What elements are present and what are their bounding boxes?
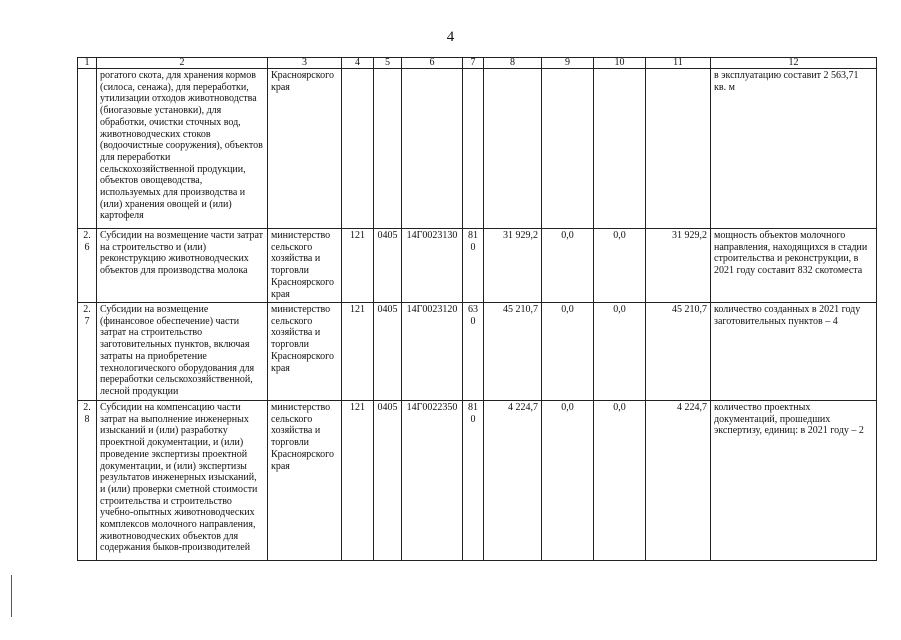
col-header-4: 4 (342, 58, 374, 69)
row-number: 2.7 (78, 303, 97, 401)
executor: министерство сельского хозяйства и торговли Красноярского края (268, 229, 342, 303)
budget-table (77, 57, 877, 561)
cell-col8: 31 929,2 (484, 229, 542, 303)
cell-col9: 0,0 (542, 401, 594, 561)
table-row (78, 229, 877, 303)
col-header-10: 10 (594, 58, 646, 69)
cell-col8: 45 210,7 (484, 303, 542, 401)
expected-result: количество созданных в 2021 году заготовительных пунктов – 4 (711, 303, 877, 401)
row-number: 2.8 (78, 401, 97, 561)
cell-col11: 31 929,2 (646, 229, 711, 303)
cell-col10: 0,0 (594, 229, 646, 303)
cell-col6 (402, 69, 463, 229)
cell-col8: 4 224,7 (484, 401, 542, 561)
cell-col9 (542, 69, 594, 229)
row-number (78, 69, 97, 229)
scan-margin-line (11, 575, 12, 617)
col-header-2: 2 (97, 58, 268, 69)
measure-name: рогатого скота, для хранения кормов (силоса, сенажа), для переработки, утилизации отходов животноводства (биогазовые установки), для обработки, очистки сточных вод, животноводческих стоков (водоочистные сооружения), объектов для переработки сельскохозяйственной продукции, объектов овощеводства, используемых для производства и (или) хранения овощей и (или) картофеля (97, 69, 268, 229)
col-header-7: 7 (463, 58, 484, 69)
executor: Красноярского края (268, 69, 342, 229)
measure-name: Субсидии на компенсацию части затрат на выполнение инженерных изысканий и (или) разработку проектной документации, и (или) проведение экспертизы проектной документации, и (или) экспертизы результатов инженерных изысканий, и (или) проверки сметной стоимости строительства и строительство учебно-опытных животноводческих комплексов молочного направления, животноводческих объектов для содержания быков-производителей (97, 401, 268, 561)
cell-col11: 4 224,7 (646, 401, 711, 561)
cell-col9: 0,0 (542, 229, 594, 303)
measure-name: Субсидии на возмещение (финансовое обеспечение) части затрат на строительство заготовительных пунктов, включая затраты на приобретение технологического оборудования для переработки сельскохозяйственной, лесной продукции (97, 303, 268, 401)
cell-col4 (342, 69, 374, 229)
measure-name: Субсидии на возмещение части затрат на строительство и (или) реконструкцию животноводческих объектов для производства молока (97, 229, 268, 303)
cell-col7: 630 (463, 303, 484, 401)
page-number: 4 (446, 29, 455, 45)
cell-col9: 0,0 (542, 303, 594, 401)
col-header-12: 12 (711, 58, 877, 69)
executor: министерство сельского хозяйства и торговли Красноярского края (268, 303, 342, 401)
col-header-9: 9 (542, 58, 594, 69)
cell-col5 (374, 69, 402, 229)
table-row (78, 69, 877, 229)
cell-col5: 0405 (374, 401, 402, 561)
cell-col6: 14Г0023130 (402, 229, 463, 303)
cell-col8 (484, 69, 542, 229)
cell-col7: 810 (463, 229, 484, 303)
cell-col5: 0405 (374, 303, 402, 401)
cell-col6: 14Г0023120 (402, 303, 463, 401)
cell-col5: 0405 (374, 229, 402, 303)
col-header-3: 3 (268, 58, 342, 69)
cell-col6: 14Г0022350 (402, 401, 463, 561)
cell-col4: 121 (342, 303, 374, 401)
cell-col10 (594, 69, 646, 229)
row-number: 2.6 (78, 229, 97, 303)
executor: министерство сельского хозяйства и торговли Красноярского края (268, 401, 342, 561)
cell-col4: 121 (342, 401, 374, 561)
cell-col10: 0,0 (594, 401, 646, 561)
expected-result: количество проектных документаций, прошедших экспертизу, единиц: в 2021 году – 2 (711, 401, 877, 561)
table-row (78, 401, 877, 561)
cell-col7 (463, 69, 484, 229)
header-row (78, 58, 877, 69)
cell-col7: 810 (463, 401, 484, 561)
col-header-11: 11 (646, 58, 711, 69)
cell-col11: 45 210,7 (646, 303, 711, 401)
table-row (78, 303, 877, 401)
cell-col4: 121 (342, 229, 374, 303)
col-header-6: 6 (402, 58, 463, 69)
col-header-8: 8 (484, 58, 542, 69)
cell-col10: 0,0 (594, 303, 646, 401)
expected-result: мощность объектов молочного направления, находящихся в стадии строительства и реконструкции, в 2021 году составит 832 скотоместа (711, 229, 877, 303)
col-header-1: 1 (78, 58, 97, 69)
cell-col11 (646, 69, 711, 229)
expected-result: в эксплуатацию составит 2 563,71 кв. м (711, 69, 877, 229)
col-header-5: 5 (374, 58, 402, 69)
